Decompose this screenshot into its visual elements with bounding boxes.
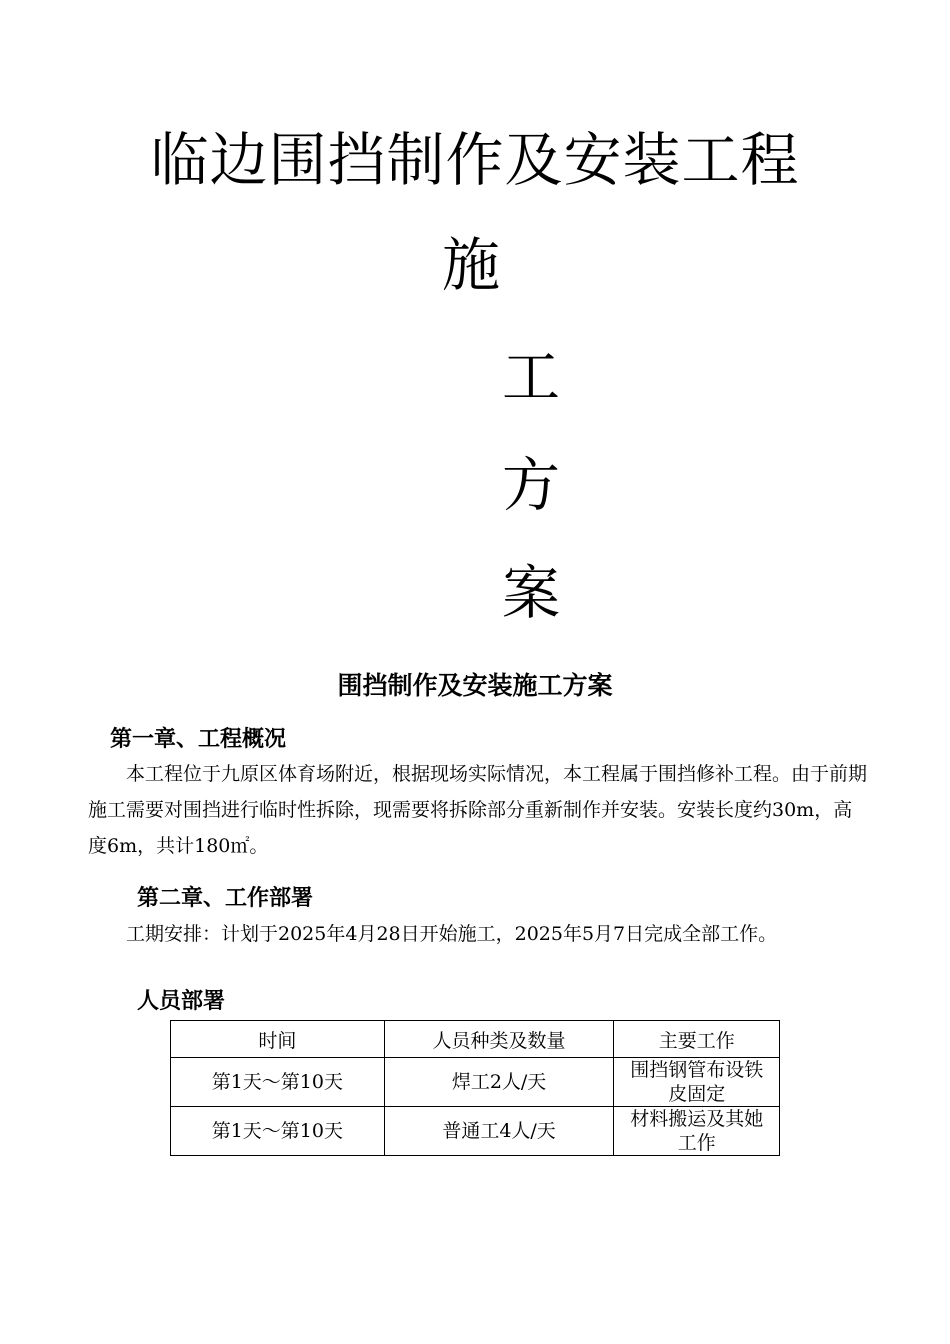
table-cell: 普通工4人/天 (384, 1107, 614, 1156)
staff-heading: 人员部署 (137, 989, 226, 1014)
schedule-text: 工期安排：计划于2025年4月28日开始施工，2025年5月7日完成全部工作。 (126, 923, 778, 945)
table-cell: 围挡钢管布设铁皮固定 (614, 1058, 780, 1107)
document-title: 围挡制作及安装施工方案 (337, 671, 613, 700)
cover-char-3: 方 (502, 451, 561, 519)
table-header-time: 时间 (171, 1021, 385, 1058)
chapter1-body: 本工程位于九原区体育场附近，根据现场实际情况，本工程属于围挡修补工程。由于前期施工需要对围挡进行临时性拆除，现需要将拆除部分重新制作并安装。安装长度约30m，高度6m，共计180㎡。 (88, 763, 868, 857)
cover-char-1: 施 (442, 231, 501, 299)
table-header-row (171, 1021, 780, 1058)
chapter2-heading: 第二章、工作部署 (137, 886, 314, 911)
table-header-staff: 人员种类及数量 (384, 1021, 614, 1058)
cover-char-4: 案 (502, 559, 561, 627)
chapter1-heading: 第一章、工程概况 (110, 727, 287, 752)
table-header-work: 主要工作 (614, 1021, 780, 1058)
table-cell: 第1天～第10天 (171, 1107, 385, 1156)
cover-char-2: 工 (502, 343, 561, 411)
staff-table (170, 1020, 780, 1156)
table-cell: 材料搬运及其她工作 (614, 1107, 780, 1156)
table-cell: 焊工2人/天 (384, 1058, 614, 1107)
table-row (171, 1058, 780, 1107)
table-cell: 第1天～第10天 (171, 1058, 385, 1107)
cover-title: 临边围挡制作及安装工程 (150, 126, 800, 194)
table-row (171, 1107, 780, 1156)
